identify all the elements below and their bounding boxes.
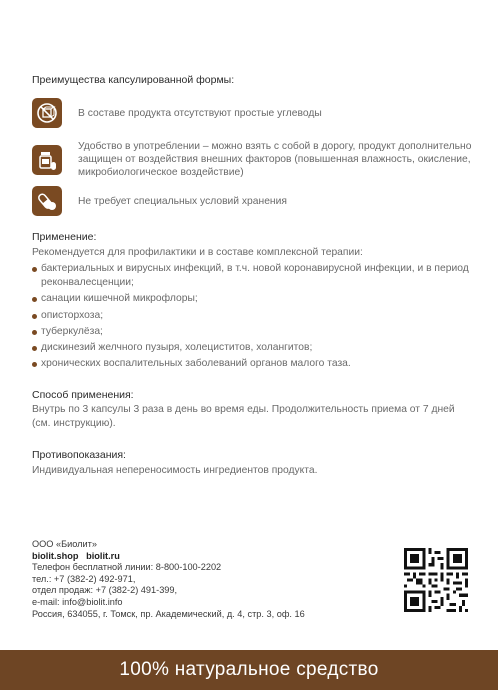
capsule-bottle-icon (32, 145, 62, 175)
application-heading: Применение: (32, 231, 97, 243)
company-name: ООО «Биолит» (32, 539, 97, 549)
phone: тел.: +7 (382-2) 492-971, (32, 573, 136, 584)
list-item: хронических воспалительных заболеваний органов малого таза. (32, 357, 472, 371)
qr-code-icon (404, 548, 468, 612)
bullet-icon (32, 346, 37, 351)
sales-phone: отдел продаж: +7 (382-2) 491-399, (32, 585, 178, 596)
application-list (32, 262, 472, 374)
advantage-text: В составе продукта отсутствуют простые углеводы (78, 107, 322, 119)
advantage-text: Не требует специальных условий хранения (78, 195, 287, 207)
list-item: описторхоза; (32, 309, 472, 323)
advantage-item (32, 186, 472, 216)
bullet-icon (32, 330, 37, 335)
capsules-icon (32, 186, 62, 216)
bullet-icon (32, 267, 37, 272)
usage-text: Внутрь по 3 капсулы 3 раза в день во время еды. Продолжительность приема от 7 дней (см. инструкцию). (32, 404, 455, 429)
list-item: дискинезий желчного пузыря, холециститов, холангитов; (32, 341, 472, 355)
contraindications-text: Индивидуальная непереносимость ингредиентов продукта. (32, 465, 318, 476)
natural-banner: 100% натуральное средство (0, 650, 498, 690)
advantage-text: Удобство в употреблении – можно взять с собой в дорогу, продукт дополнительно защищен от воздействия внешних факторов (повышенная влажность, окисление, микробиологическое воздействие) (78, 141, 472, 178)
websites (32, 551, 305, 563)
contact-block (32, 539, 305, 620)
no-sugar-icon (32, 98, 62, 128)
hotline: Телефон бесплатной линии: 8-800-100-2202 (32, 562, 222, 573)
list-item: санации кишечной микрофлоры; (32, 292, 472, 306)
contraindications-heading: Противопоказания: (32, 449, 126, 461)
bullet-icon (32, 362, 37, 367)
list-item: туберкулёза; (32, 325, 472, 339)
list-item: бактериальных и вирусных инфекций, в т.ч. новой коронавирусной инфекции, и в период реконвалесценции; (32, 262, 472, 290)
bullet-icon (32, 297, 37, 302)
advantage-item (32, 98, 472, 128)
application-intro: Рекомендуется для профилактики и в составе комплексной терапии: (32, 247, 363, 258)
usage-heading: Способ применения: (32, 389, 134, 401)
site-link-ru[interactable]: biolit.ru (86, 550, 120, 561)
email: e-mail: info@biolit.info (32, 596, 123, 607)
site-link-shop[interactable]: biolit.shop (32, 550, 79, 561)
advantage-item (32, 140, 472, 179)
address: Россия, 634055, г. Томск, пр. Академический, д. 4, стр. 3, оф. 16 (32, 608, 305, 619)
bullet-icon (32, 314, 37, 319)
advantages-heading: Преимущества капсулированной формы: (32, 74, 235, 86)
